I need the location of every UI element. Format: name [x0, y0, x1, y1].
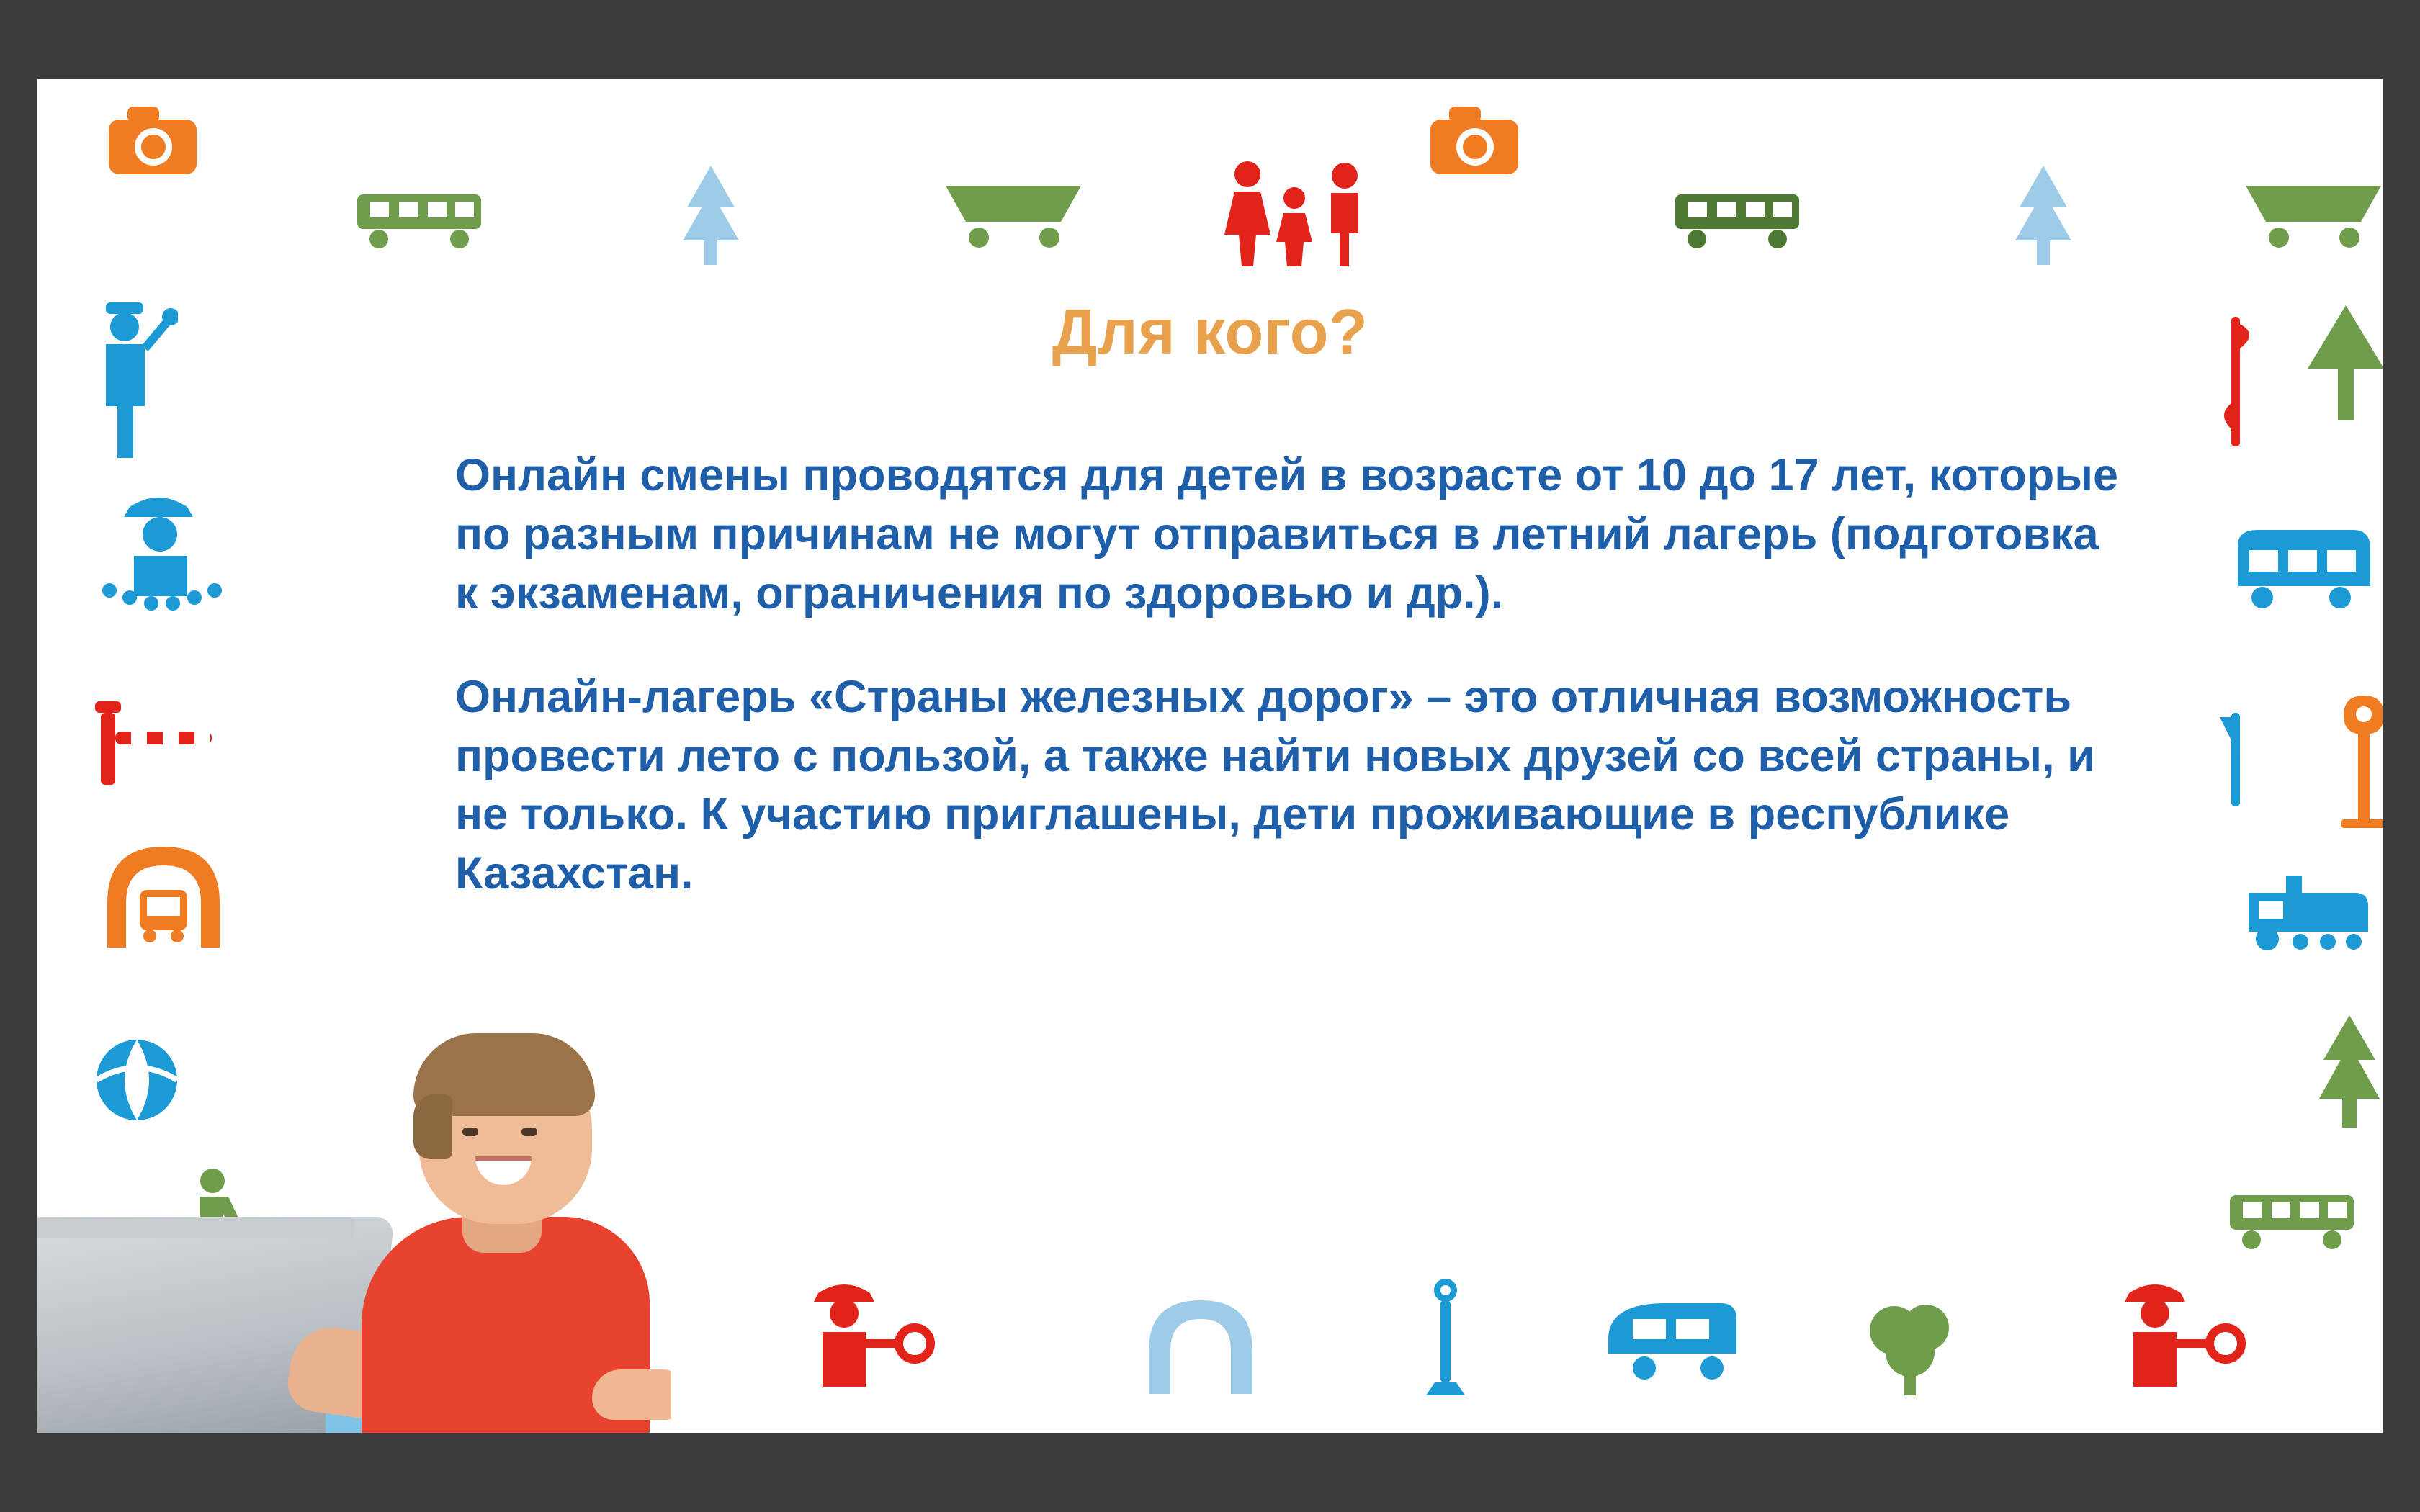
laptop-screen: [37, 1218, 355, 1238]
boy-eye-left: [462, 1128, 478, 1136]
bush-icon: [1860, 1296, 1960, 1397]
train-wagon-icon: [1672, 187, 1802, 252]
slide-body-text: [455, 446, 2126, 904]
high-speed-train-icon: [2231, 526, 2375, 619]
conductor-signal-icon: [794, 1274, 938, 1390]
signal-post-icon: [1420, 1274, 1471, 1397]
page-title: Для кого?: [1052, 296, 1368, 367]
boy-with-laptop-photo: [37, 1030, 671, 1433]
tree-icon: [2011, 166, 2076, 266]
boy-hand: [592, 1369, 671, 1420]
hopper-car-icon: [941, 180, 1085, 252]
conductor-signal-icon: [2105, 1274, 2249, 1390]
camera-icon: [106, 101, 200, 180]
flag-icon: [2213, 713, 2263, 806]
crossing-barrier-icon: [88, 698, 218, 792]
paragraph-1: Онлайн смены проводятся для детей в возрасте от 10 до 17 лет, которые по разным причинам не могут отправиться в летний лагерь (подготовка к экзаменам, ограничения по здоровью и др.).: [455, 450, 2119, 618]
family-icon: [1219, 158, 1370, 266]
boy-figure: [354, 1030, 657, 1433]
paragraph-2: Онлайн-лагерь «Страны железных дорог» – это отличная возможность провести лето с пользой, а также найти новых друзей со всей страны, и не только. К участию приглашены, дети проживающие в республике Казахстан.: [455, 671, 2095, 899]
bridge-icon: [1139, 1296, 1262, 1397]
train-wagon-icon: [2227, 1188, 2357, 1253]
slide-canvas: [37, 79, 2383, 1433]
tree-icon: [678, 166, 743, 266]
train-wagon-icon: [354, 187, 484, 252]
camera-icon: [1428, 101, 1521, 180]
steam-train-icon: [2234, 864, 2371, 958]
tunnel-train-icon: [102, 842, 225, 950]
boy-eye-right: [521, 1128, 537, 1136]
boy-hair-side: [413, 1094, 452, 1159]
high-speed-train-icon: [1604, 1296, 1741, 1390]
hopper-car-icon: [2241, 180, 2383, 252]
semaphore-icon: [2321, 691, 2383, 828]
tree-icon: [2313, 1015, 2383, 1130]
railway-worker-icon: [94, 490, 230, 619]
